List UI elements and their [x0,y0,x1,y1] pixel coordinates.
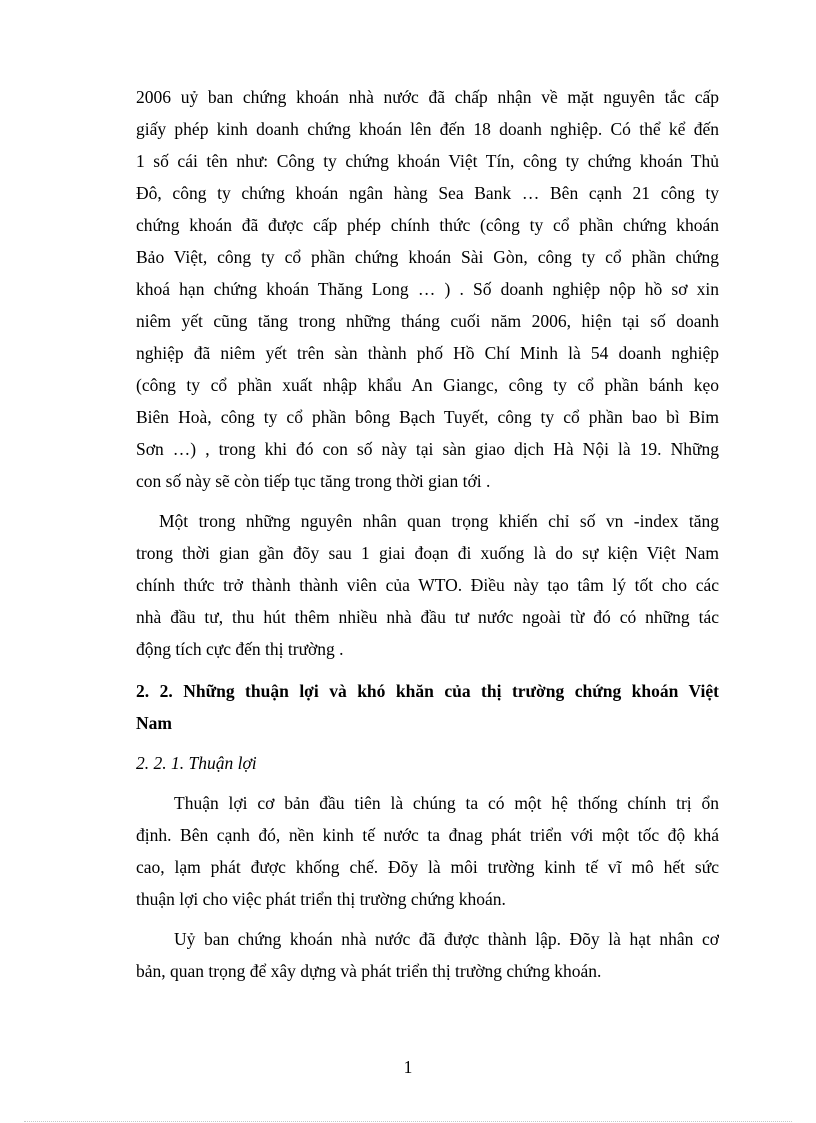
paragraph-1-line-2: giấy phép kinh doanh chứng khoán lên đến 18 doanh nghiệp. Có thể kể đến [136,119,719,139]
page-bottom-divider [24,1121,792,1122]
paragraph-2-line-1: Một trong những nguyên nhân quan trọng khiến chỉ số vn -index tăng [159,511,719,531]
paragraph-1-line-9: nghiệp đã niêm yết trên sàn thành phố Hồ Chí Minh là 54 doanh nghiệp [136,343,719,363]
paragraph-2-line-4: nhà đầu tư, thu hút thêm nhiều nhà đầu tư nước ngoài từ đó có những tác [136,607,719,627]
page-number: 1 [403,1057,413,1077]
paragraph-1-line-5: chứng khoán đã được cấp phép chính thức (công ty cổ phần chứng khoán [136,215,719,235]
paragraph-1-line-11: Biên Hoà, công ty cổ phần bông Bạch Tuyết, công ty cổ phần bao bì Bỉm [136,407,719,427]
section-heading-line-2: Nam [136,713,172,733]
paragraph-3-line-3: cao, lạm phát được khống chế. Đõy là môi trường kinh tế vĩ mô hết sức [136,857,719,877]
paragraph-3-line-4: thuận lợi cho việc phát triển thị trường chứng khoán. [136,889,506,909]
paragraph-3-line-2: định. Bên cạnh đó, nền kinh tế nước ta đnag phát triển với một tốc độ khá [136,825,719,845]
paragraph-4-line-1: Uỷ ban chứng khoán nhà nước đã được thành lập. Đõy là hạt nhân cơ [174,929,719,949]
paragraph-4-line-2: bản, quan trọng để xây dựng và phát triển thị trường chứng khoán. [136,961,602,981]
paragraph-1-line-6: Bảo Việt, công ty cổ phần chứng khoán Sài Gòn, công ty cổ phần chứng [136,247,719,267]
paragraph-1-line-13: con số này sẽ còn tiếp tục tăng trong thời gian tới . [136,471,491,491]
paragraph-1-line-4: Đô, công ty chứng khoán ngân hàng Sea Bank … Bên cạnh 21 công ty [136,183,719,203]
paragraph-2-line-5: động tích cực đến thị trường . [136,639,344,659]
paragraph-1-line-1: 2006 uỷ ban chứng khoán nhà nước đã chấp nhận về mặt nguyên tắc cấp [136,87,719,107]
subsection-heading: 2. 2. 1. Thuận lợi [136,753,257,773]
paragraph-1-line-8: niêm yết cũng tăng trong những tháng cuối năm 2006, hiện tại số doanh [136,311,719,331]
paragraph-2-line-3: chính thức trở thành thành viên của WTO. Điều này tạo tâm lý tốt cho các [136,575,719,595]
paragraph-1-line-10: (công ty cổ phần xuất nhập khẩu An Giangc, công ty cổ phần bánh kẹo [136,375,719,395]
paragraph-3-line-1: Thuận lợi cơ bản đầu tiên là chúng ta có một hệ thống chính trị ổn [174,793,719,813]
paragraph-1-line-7: khoá hạn chứng khoán Thăng Long … ) . Số doanh nghiệp nộp hồ sơ xin [136,279,719,299]
paragraph-2-line-2: trong thời gian gần đõy sau 1 giai đoạn đi xuống là do sự kiện Việt Nam [136,543,719,563]
paragraph-1-line-3: 1 số cái tên như: Công ty chứng khoán Việt Tín, công ty chứng khoán Thủ [136,151,719,171]
section-heading-line-1: 2. 2. Những thuận lợi và khó khăn của thị trường chứng khoán Việt [136,681,719,701]
paragraph-1-line-12: Sơn …) , trong khi đó con số này tại sàn giao dịch Hà Nội là 19. Những [136,439,719,459]
